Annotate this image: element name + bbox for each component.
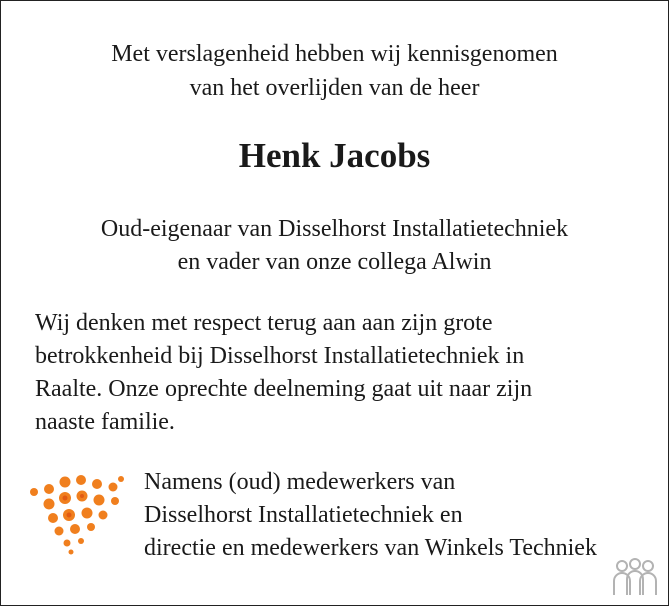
family-people-icon <box>611 557 659 597</box>
signature-line-1: Namens (oud) medewerkers van <box>144 469 456 495</box>
subtitle-line-1: Oud-eigenaar van Disselhorst Installatietechniek <box>100 216 569 242</box>
subtitle-text <box>1 213 668 279</box>
intro-line-2: van het overlijden van de heer <box>189 75 480 101</box>
body-line-1: Wij denken met respect terug aan aan zijn grote <box>35 310 493 336</box>
subtitle-line-2: en vader van onze collega Alwin <box>177 249 492 275</box>
orange-dots-logo-icon <box>29 473 129 555</box>
body-line-3: Raalte. Onze oprechte deelneming gaat uit naar zijn <box>35 376 533 402</box>
intro-text <box>1 37 668 105</box>
signature-line-2: Disselhorst Installatietechniek en <box>144 502 463 528</box>
signature-line-3: directie en medewerkers van Winkels Techniek <box>144 535 597 561</box>
body-text <box>35 307 645 439</box>
signature-text <box>144 466 664 565</box>
intro-line-1: Met verslagenheid hebben wij kennisgenomen <box>111 41 558 67</box>
body-line-2: betrokkenheid bij Disselhorst Installatietechniek in <box>35 343 525 369</box>
body-line-4: naaste familie. <box>35 409 175 435</box>
deceased-name: Henk Jacobs <box>238 136 431 175</box>
